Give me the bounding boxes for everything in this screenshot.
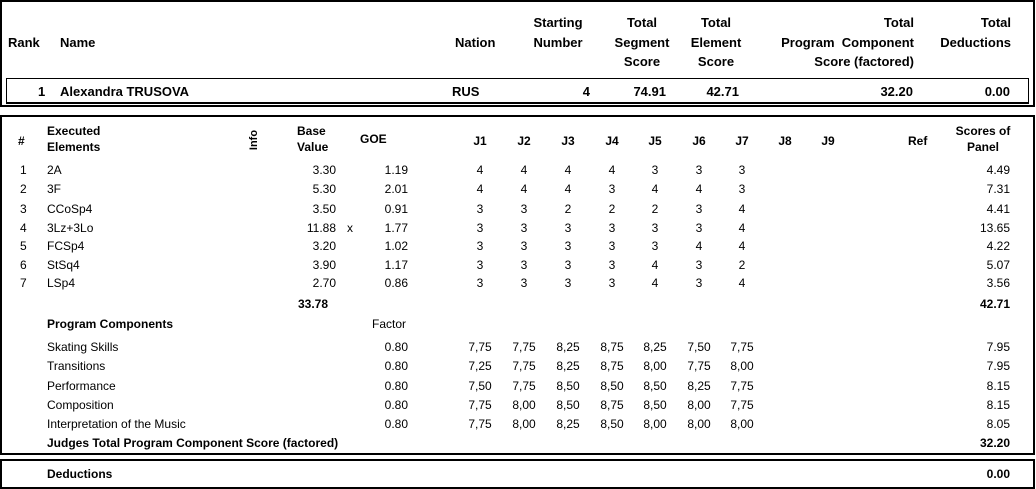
component-factor: 0.80: [384, 379, 408, 393]
element-judge-score: 3: [695, 258, 703, 272]
element-judge-score: 3: [476, 221, 484, 235]
base-value-header-1: Base: [297, 124, 326, 138]
component-judge-score: 8,00: [687, 417, 711, 431]
component-panel-score: 7.95: [986, 359, 1010, 373]
element-goe: 0.91: [384, 202, 408, 216]
skater-rank: 1: [38, 84, 46, 99]
element-goe: 1.02: [384, 239, 408, 253]
pc-total-value: 32.20: [979, 436, 1010, 450]
element-name: StSq4: [47, 258, 80, 272]
component-factor: 0.80: [384, 340, 408, 354]
element-judge-score: 4: [738, 221, 746, 235]
component-panel-score: 8.05: [986, 417, 1010, 431]
judge-header: J4: [605, 134, 619, 148]
element-judge-score: 4: [520, 182, 528, 196]
component-panel-score: 7.95: [986, 340, 1010, 354]
pcs-header-2: Program Component: [781, 35, 914, 50]
component-judge-score: 7,75: [468, 340, 492, 354]
element-number: 6: [20, 258, 27, 272]
component-judge-score: 8,00: [687, 398, 711, 412]
component-judge-score: 7,75: [730, 398, 754, 412]
element-panel-score: 13.65: [979, 221, 1010, 235]
component-name: Interpretation of the Music: [47, 417, 186, 431]
component-judge-score: 7,75: [687, 359, 711, 373]
component-panel-score: 8.15: [986, 379, 1010, 393]
element-panel-score: 4.41: [986, 202, 1010, 216]
skater-pcs: 32.20: [880, 84, 913, 99]
component-factor: 0.80: [384, 398, 408, 412]
element-panel-score: 4.49: [986, 163, 1010, 177]
component-judge-score: 8,50: [556, 379, 580, 393]
segment-score-header-2: Segment: [614, 35, 670, 50]
component-judge-score: 8,00: [730, 417, 754, 431]
element-score-header-3: Score: [697, 54, 735, 69]
element-judge-score: 3: [695, 221, 703, 235]
pcs-header-1: Total: [883, 15, 914, 30]
element-name: LSp4: [47, 276, 76, 290]
element-base-value: 11.88: [306, 221, 336, 235]
starting-number-header-2: Number: [533, 35, 583, 50]
element-judge-score: 4: [738, 239, 746, 253]
judge-header: J1: [473, 134, 487, 148]
element-base-value: 5.30: [312, 182, 336, 196]
nation-header: Nation: [455, 35, 496, 50]
component-judge-score: 8,00: [730, 359, 754, 373]
segment-score-header-3: Score: [623, 54, 661, 69]
element-judge-score: 3: [564, 239, 572, 253]
info-header: Info: [248, 129, 260, 151]
element-goe: 1.77: [384, 221, 408, 235]
skater-name: Alexandra TRUSOVA: [60, 84, 190, 99]
element-base-value: 2.70: [312, 276, 336, 290]
deductions-header-2: Deductions: [940, 35, 1011, 50]
element-base-value: 3.30: [312, 163, 336, 177]
element-base-value: 3.50: [312, 202, 336, 216]
element-judge-score: 4: [695, 239, 703, 253]
deductions-label: Deductions: [47, 467, 113, 481]
element-judge-score: 3: [564, 276, 572, 290]
component-judge-score: 8,50: [643, 379, 667, 393]
element-judge-score: 4: [738, 276, 746, 290]
deductions-header-1: Total: [980, 15, 1011, 30]
element-judge-score: 3: [651, 239, 659, 253]
element-judge-score: 3: [608, 276, 616, 290]
component-judge-score: 7,75: [512, 379, 536, 393]
component-judge-score: 7,75: [512, 340, 536, 354]
component-judge-score: 8,25: [687, 379, 711, 393]
element-judge-score: 3: [476, 239, 484, 253]
base-value-header-2: Value: [297, 140, 329, 154]
element-number: 5: [20, 239, 27, 253]
element-judge-score: 3: [520, 258, 528, 272]
element-panel-score: 3.56: [986, 276, 1010, 290]
element-number: 2: [20, 182, 27, 196]
element-judge-score: 4: [476, 163, 484, 177]
element-name: FCSp4: [47, 239, 85, 253]
element-judge-score: 3: [476, 276, 484, 290]
element-judge-score: 2: [651, 202, 659, 216]
element-judge-score: 4: [476, 182, 484, 196]
element-name: CCoSp4: [47, 202, 93, 216]
element-judge-score: 3: [738, 182, 746, 196]
goe-header: GOE: [360, 132, 387, 146]
element-judge-score: 3: [564, 258, 572, 272]
element-judge-score: 3: [520, 276, 528, 290]
component-judge-score: 8,00: [512, 398, 536, 412]
element-judge-score: 4: [738, 202, 746, 216]
num-header: #: [18, 134, 25, 148]
pcs-header-3: Score (factored): [814, 54, 914, 69]
judge-header: J5: [648, 134, 662, 148]
element-score-header-1: Total: [700, 15, 732, 30]
element-judge-score: 2: [564, 202, 572, 216]
skater-segment-score: 74.91: [633, 84, 666, 99]
judge-header: J3: [561, 134, 575, 148]
element-goe: 1.19: [384, 163, 408, 177]
judge-header: J2: [517, 134, 531, 148]
element-judge-score: 3: [476, 258, 484, 272]
scores-of-panel-header-2: Panel: [966, 140, 999, 154]
element-judge-score: 3: [520, 202, 528, 216]
component-name: Transitions: [47, 359, 106, 373]
judge-header: J9: [821, 134, 835, 148]
component-judge-score: 8,50: [556, 398, 580, 412]
ref-header: Ref: [908, 134, 928, 148]
element-goe: 1.17: [384, 258, 408, 272]
elements-total-score: 42.71: [979, 297, 1010, 311]
element-bonus-marker: x: [347, 221, 353, 235]
component-name: Composition: [47, 398, 114, 412]
judge-header: J8: [778, 134, 792, 148]
element-base-value: 3.20: [312, 239, 336, 253]
component-judge-score: 8,25: [556, 359, 580, 373]
element-number: 7: [20, 276, 27, 290]
element-judge-score: 3: [608, 258, 616, 272]
component-judge-score: 8,75: [600, 359, 624, 373]
component-panel-score: 8.15: [986, 398, 1010, 412]
component-name: Performance: [47, 379, 116, 393]
executed-header-2: Elements: [47, 140, 101, 154]
skater-starting-number: 4: [582, 84, 590, 99]
skater-nation: RUS: [452, 84, 480, 99]
element-goe: 0.86: [384, 276, 408, 290]
element-judge-score: 2: [608, 202, 616, 216]
element-judge-score: 3: [695, 163, 703, 177]
element-judge-score: 4: [651, 276, 659, 290]
element-judge-score: 4: [564, 182, 572, 196]
element-panel-score: 4.22: [986, 239, 1010, 253]
element-judge-score: 3: [564, 221, 572, 235]
component-judge-score: 8,50: [600, 379, 624, 393]
elements-total-base-value: 33.78: [297, 297, 328, 311]
element-judge-score: 2: [738, 258, 746, 272]
element-name: 3Lz+3Lo: [47, 221, 94, 235]
element-judge-score: 3: [520, 239, 528, 253]
segment-score-header-1: Total: [626, 15, 658, 30]
component-judge-score: 7,75: [730, 340, 754, 354]
starting-number-header-1: Starting: [533, 15, 583, 30]
judge-header: J6: [692, 134, 706, 148]
component-factor: 0.80: [384, 417, 408, 431]
element-number: 1: [20, 163, 27, 177]
component-judge-score: 8,25: [643, 340, 667, 354]
component-judge-score: 8,50: [643, 398, 667, 412]
component-judge-score: 7,75: [512, 359, 536, 373]
component-judge-score: 7,75: [468, 398, 492, 412]
element-judge-score: 3: [608, 239, 616, 253]
element-judge-score: 3: [738, 163, 746, 177]
deductions-value: 0.00: [986, 467, 1010, 481]
factor-header: Factor: [372, 317, 407, 331]
component-judge-score: 8,75: [600, 340, 624, 354]
component-judge-score: 7,50: [468, 379, 492, 393]
element-base-value: 3.90: [312, 258, 336, 272]
deductions-box: [0, 459, 1035, 489]
component-judge-score: 8,00: [643, 417, 667, 431]
component-judge-score: 8,00: [643, 359, 667, 373]
element-judge-score: 3: [520, 221, 528, 235]
component-judge-score: 8,75: [600, 398, 624, 412]
element-number: 3: [20, 202, 27, 216]
element-judge-score: 3: [608, 182, 616, 196]
component-judge-score: 8,50: [600, 417, 624, 431]
element-name: 2A: [47, 163, 62, 177]
element-name: 3F: [47, 182, 62, 196]
scores-of-panel-header-1: Scores of: [955, 124, 1011, 138]
element-judge-score: 4: [651, 258, 659, 272]
component-judge-score: 7,75: [468, 417, 492, 431]
element-score-header-2: Element: [690, 35, 742, 50]
judge-header: J7: [735, 134, 749, 148]
pc-total-label: Judges Total Program Component Score (factored): [47, 436, 339, 450]
component-judge-score: 8,25: [556, 417, 580, 431]
element-judge-score: 3: [651, 163, 659, 177]
program-components-header: Program Components: [47, 317, 174, 331]
element-goe: 2.01: [384, 182, 408, 196]
element-judge-score: 4: [520, 163, 528, 177]
element-judge-score: 4: [651, 182, 659, 196]
skater-deductions: 0.00: [984, 84, 1010, 99]
element-panel-score: 7.31: [986, 182, 1010, 196]
rank-header: Rank: [8, 35, 40, 50]
skater-element-score: 42.71: [706, 84, 739, 99]
element-judge-score: 4: [695, 182, 703, 196]
element-judge-score: 3: [476, 202, 484, 216]
element-judge-score: 3: [651, 221, 659, 235]
element-judge-score: 3: [695, 202, 703, 216]
element-judge-score: 4: [564, 163, 572, 177]
element-number: 4: [20, 221, 27, 235]
executed-header-1: Executed: [47, 124, 101, 138]
name-header: Name: [60, 35, 96, 50]
element-judge-score: 3: [608, 221, 616, 235]
element-panel-score: 5.07: [986, 258, 1010, 272]
component-judge-score: 7,25: [468, 359, 492, 373]
component-name: Skating Skills: [47, 340, 119, 354]
component-judge-score: 8,00: [512, 417, 536, 431]
component-judge-score: 7,75: [730, 379, 754, 393]
component-factor: 0.80: [384, 359, 408, 373]
component-judge-score: 7,50: [687, 340, 711, 354]
component-judge-score: 8,25: [556, 340, 580, 354]
element-judge-score: 3: [695, 276, 703, 290]
element-judge-score: 4: [608, 163, 616, 177]
